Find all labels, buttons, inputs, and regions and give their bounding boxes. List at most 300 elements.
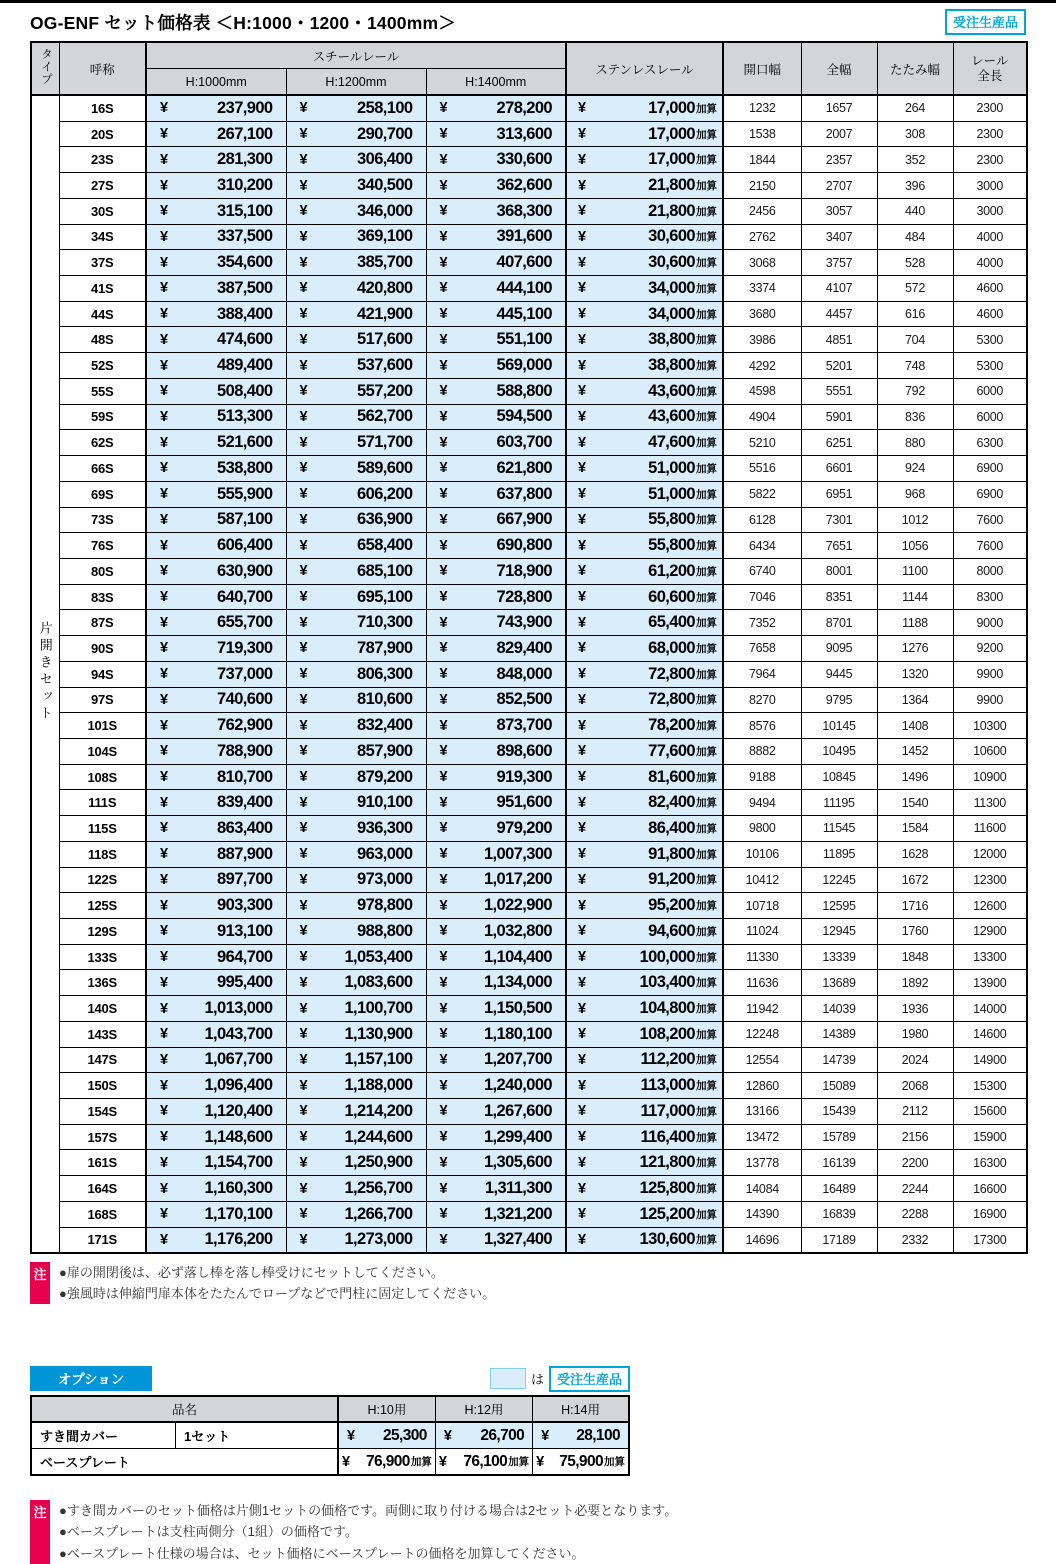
dimension-cell: 14390: [723, 1201, 801, 1227]
price-amount: 1,244,600: [344, 1127, 413, 1146]
dimension-cell: 14696: [723, 1227, 801, 1253]
yen-sign: ¥: [578, 974, 587, 991]
steel-price-cell: [146, 481, 286, 507]
kasan-suffix: 加算: [696, 437, 717, 450]
kasan-suffix: 加算: [696, 951, 717, 964]
price-inner: [147, 793, 286, 812]
price-inner: [287, 1153, 426, 1172]
yen-sign: ¥: [160, 383, 169, 400]
price-table-row: [31, 610, 1027, 636]
steel-price-cell: [426, 121, 566, 147]
price-amount: 1,176,200: [204, 1230, 273, 1249]
price-amount: 1,170,100: [204, 1204, 273, 1223]
kasan-suffix: 加算: [696, 1208, 717, 1221]
yen-sign: ¥: [578, 357, 587, 374]
price-inner: [287, 613, 426, 632]
yen-sign: ¥: [439, 897, 448, 914]
yen-sign: ¥: [536, 1453, 545, 1470]
price-amount: 281,300: [217, 150, 273, 169]
price-amount: 887,900: [217, 844, 273, 863]
yen-sign: ¥: [439, 280, 448, 297]
steel-price-cell: [286, 198, 426, 224]
stainless-price-cell: [566, 250, 723, 276]
steel-price-cell: [286, 584, 426, 610]
price-inner: [147, 999, 286, 1018]
price-amount: 787,900: [357, 638, 413, 657]
price-table-body: [31, 95, 1027, 1253]
header-stainless-rail: ステンレスレール: [566, 42, 723, 95]
dimension-cell: 13689: [801, 970, 877, 996]
price-inner: [567, 896, 722, 915]
steel-price-cell: [286, 1201, 426, 1227]
dimension-cell: 11942: [723, 996, 801, 1022]
price-inner: [147, 253, 286, 272]
dimension-cell: 1320: [877, 661, 953, 687]
price-inner: [147, 742, 286, 761]
price-inner: [287, 1076, 426, 1095]
yen-sign: ¥: [439, 486, 448, 503]
steel-price-cell: [146, 867, 286, 893]
price-inner: [427, 253, 566, 272]
option-price: [533, 1449, 629, 1476]
price-amount: 1,311,300: [484, 1179, 552, 1198]
yen-sign: ¥: [439, 974, 448, 991]
price-inner: [287, 536, 426, 555]
options-table: [30, 1395, 630, 1476]
price-inner: [147, 1102, 286, 1121]
steel-price-cell: [146, 1124, 286, 1150]
yen-sign: ¥: [347, 1427, 356, 1444]
steel-price-cell: [426, 661, 566, 687]
price-amount: 391,600: [496, 227, 552, 246]
yen-sign: ¥: [160, 511, 169, 528]
yen-sign: ¥: [439, 126, 448, 143]
price-amount: 978,800: [357, 896, 413, 915]
price-inner: [147, 1153, 286, 1172]
yen-sign: ¥: [160, 537, 169, 554]
price-table-row: [31, 95, 1027, 121]
note-items: [59, 1262, 495, 1304]
price-table: [30, 41, 1028, 1254]
steel-price-cell: [286, 353, 426, 379]
yen-sign: ¥: [160, 151, 169, 168]
price-amount: 306,400: [357, 150, 413, 169]
dimension-cell: 1496: [877, 764, 953, 790]
price-inner: [567, 227, 722, 246]
dimension-cell: 9000: [953, 610, 1027, 636]
kasan-suffix: 加算: [696, 257, 717, 270]
yen-sign: ¥: [439, 306, 448, 323]
price-amount: 28,100: [576, 1426, 620, 1444]
price-amount: 313,600: [496, 124, 552, 143]
note-item: ●ベースプレート仕様の場合は、セット価格にベースプレートの価格を加算してください。: [59, 1545, 585, 1561]
price-inner: [287, 202, 426, 221]
steel-price-cell: [286, 95, 426, 121]
yen-sign: ¥: [439, 794, 448, 811]
yen-sign: ¥: [299, 846, 308, 863]
dimension-cell: 2150: [723, 173, 801, 199]
dimension-cell: 5201: [801, 353, 877, 379]
dimension-cell: 2024: [877, 1047, 953, 1073]
steel-price-cell: [426, 1150, 566, 1176]
steel-price-cell: [286, 687, 426, 713]
price-amount: 513,300: [217, 407, 273, 426]
kasan-suffix: 加算: [696, 591, 717, 604]
dimension-cell: 264: [877, 95, 953, 121]
dimension-cell: 2357: [801, 147, 877, 173]
price-inner: [147, 588, 286, 607]
model-name-cell: 69S: [59, 481, 146, 507]
yen-sign: ¥: [439, 1231, 448, 1248]
price-amount: 100,000: [639, 947, 695, 966]
price-amount: 421,900: [357, 304, 413, 323]
price-inner: [287, 819, 426, 838]
price-amount: 857,900: [357, 741, 413, 760]
dimension-cell: 1188: [877, 610, 953, 636]
dimension-cell: 2707: [801, 173, 877, 199]
price-amount: 330,600: [496, 150, 552, 169]
price-inner: [147, 1205, 286, 1224]
dimension-cell: 1364: [877, 687, 953, 713]
steel-price-cell: [426, 1227, 566, 1253]
dimension-cell: 7964: [723, 661, 801, 687]
dimension-cell: 12000: [953, 841, 1027, 867]
kasan-suffix: 加算: [696, 874, 717, 887]
price-amount: 508,400: [217, 381, 273, 400]
steel-price-cell: [426, 996, 566, 1022]
dimension-cell: 748: [877, 353, 953, 379]
price-amount: 1,130,900: [344, 1024, 413, 1043]
price-amount: 38,800: [648, 330, 695, 349]
price-amount: 47,600: [648, 433, 695, 452]
yen-sign: ¥: [299, 1206, 308, 1223]
option-price: [533, 1422, 629, 1449]
price-inner: [427, 819, 566, 838]
price-amount: 569,000: [496, 356, 552, 375]
price-inner: [567, 819, 722, 838]
price-amount: 444,100: [496, 278, 552, 297]
dimension-cell: 5516: [723, 456, 801, 482]
price-inner: [567, 99, 722, 118]
stainless-price-cell: [566, 1150, 723, 1176]
yen-sign: ¥: [578, 640, 587, 657]
dimension-cell: 12245: [801, 867, 877, 893]
model-name-cell: 101S: [59, 713, 146, 739]
steel-price-cell: [426, 1073, 566, 1099]
price-amount: 21,800: [648, 176, 695, 195]
price-amount: 1,267,600: [483, 1101, 552, 1120]
price-amount: 34,000: [648, 304, 695, 323]
steel-price-cell: [426, 919, 566, 945]
price-amount: 104,800: [639, 999, 695, 1018]
price-amount: 1,043,700: [204, 1024, 273, 1043]
steel-price-cell: [146, 198, 286, 224]
yen-sign: ¥: [160, 897, 169, 914]
price-table-row: [31, 121, 1027, 147]
price-inner: [427, 870, 566, 889]
steel-price-cell: [286, 636, 426, 662]
price-inner: [287, 253, 426, 272]
stainless-price-cell: [566, 764, 723, 790]
yen-sign: ¥: [578, 1206, 587, 1223]
dimension-cell: 3068: [723, 250, 801, 276]
price-amount: 1,134,000: [483, 973, 552, 992]
header-opening-width: 開口幅: [723, 42, 801, 95]
steel-price-cell: [286, 1227, 426, 1253]
price-inner: [567, 613, 722, 632]
dimension-cell: 6128: [723, 507, 801, 533]
steel-price-cell: [146, 301, 286, 327]
steel-price-cell: [146, 610, 286, 636]
price-inner: [427, 1230, 566, 1249]
dimension-cell: 8300: [953, 584, 1027, 610]
dimension-cell: 14600: [953, 1021, 1027, 1047]
price-inner: [147, 330, 286, 349]
steel-price-cell: [146, 996, 286, 1022]
yen-sign: ¥: [439, 537, 448, 554]
steel-price-cell: [426, 276, 566, 302]
steel-price-cell: [426, 713, 566, 739]
price-amount: 1,150,500: [483, 999, 552, 1018]
price-inner: [147, 227, 286, 246]
price-inner: [147, 382, 286, 401]
price-inner: [567, 922, 722, 941]
price-inner: [287, 1230, 426, 1249]
yen-sign: ¥: [439, 769, 448, 786]
yen-sign: ¥: [160, 1206, 169, 1223]
model-name-cell: 37S: [59, 250, 146, 276]
stainless-price-cell: [566, 147, 723, 173]
price-amount: 810,700: [217, 767, 273, 786]
steel-price-cell: [286, 507, 426, 533]
price-amount: 34,000: [648, 278, 695, 297]
price-amount: 489,400: [217, 356, 273, 375]
price-amount: 1,250,900: [344, 1153, 413, 1172]
price-table-row: [31, 816, 1027, 842]
yen-sign: ¥: [578, 383, 587, 400]
stainless-price-cell: [566, 1047, 723, 1073]
stainless-price-cell: [566, 481, 723, 507]
dimension-cell: 8351: [801, 584, 877, 610]
price-amount: 51,000: [648, 458, 695, 477]
price-amount: 1,299,400: [483, 1127, 552, 1146]
yen-sign: ¥: [578, 949, 587, 966]
model-name-cell: 59S: [59, 404, 146, 430]
dimension-cell: 2288: [877, 1201, 953, 1227]
price-table-row: [31, 301, 1027, 327]
steel-price-cell: [286, 121, 426, 147]
yen-sign: ¥: [439, 614, 448, 631]
yen-sign: ¥: [578, 1077, 587, 1094]
steel-price-cell: [426, 1021, 566, 1047]
price-inner: [427, 948, 566, 967]
model-name-cell: 115S: [59, 816, 146, 842]
yen-sign: ¥: [299, 589, 308, 606]
price-amount: 988,800: [357, 921, 413, 940]
price-inner: [287, 407, 426, 426]
price-inner: [147, 562, 286, 581]
steel-price-cell: [426, 533, 566, 559]
dimension-cell: 13166: [723, 1099, 801, 1125]
dimension-cell: 4851: [801, 327, 877, 353]
price-amount: 81,600: [648, 767, 695, 786]
yen-sign: ¥: [160, 846, 169, 863]
steel-price-cell: [146, 404, 286, 430]
yen-sign: ¥: [578, 1231, 587, 1248]
steel-price-cell: [286, 738, 426, 764]
yen-sign: ¥: [160, 1180, 169, 1197]
price-inner: [147, 99, 286, 118]
price-amount: 594,500: [496, 407, 552, 426]
yen-sign: ¥: [160, 769, 169, 786]
kasan-suffix: 加算: [696, 720, 717, 733]
stainless-price-cell: [566, 661, 723, 687]
yen-sign: ¥: [439, 1077, 448, 1094]
yen-sign: ¥: [578, 511, 587, 528]
price-inner: [567, 176, 722, 195]
price-inner: [147, 1050, 286, 1069]
price-amount: 1,096,400: [204, 1076, 273, 1095]
price-amount: 43,600: [648, 407, 695, 426]
steel-price-cell: [146, 173, 286, 199]
yen-sign: ¥: [160, 100, 169, 117]
price-inner: [287, 150, 426, 169]
yen-sign: ¥: [299, 460, 308, 477]
price-inner: [427, 690, 566, 709]
yen-sign: ¥: [578, 846, 587, 863]
yen-sign: ¥: [160, 974, 169, 991]
dimension-cell: 3757: [801, 250, 877, 276]
made-to-order-badge: 受注生産品: [945, 9, 1026, 35]
dimension-cell: 11024: [723, 919, 801, 945]
kasan-suffix: 加算: [696, 848, 717, 861]
dimension-cell: 15089: [801, 1073, 877, 1099]
stainless-price-cell: [566, 919, 723, 945]
price-inner: [147, 202, 286, 221]
dimension-cell: 11545: [801, 816, 877, 842]
yen-sign: ¥: [578, 897, 587, 914]
dimension-cell: 13339: [801, 944, 877, 970]
price-inner: [567, 356, 722, 375]
yen-sign: ¥: [160, 1231, 169, 1248]
steel-price-cell: [426, 95, 566, 121]
price-inner: [287, 973, 426, 992]
steel-price-cell: [426, 841, 566, 867]
yen-sign: ¥: [299, 820, 308, 837]
yen-sign: ¥: [439, 589, 448, 606]
price-amount: 1,321,200: [483, 1204, 552, 1223]
steel-price-cell: [286, 867, 426, 893]
yen-sign: ¥: [439, 717, 448, 734]
yen-sign: ¥: [160, 563, 169, 580]
model-name-cell: 154S: [59, 1099, 146, 1125]
dimension-cell: 1844: [723, 147, 801, 173]
price-amount: 852,500: [496, 690, 552, 709]
dimension-cell: 6434: [723, 533, 801, 559]
stainless-price-cell: [566, 327, 723, 353]
yen-sign: ¥: [299, 614, 308, 631]
yen-sign: ¥: [439, 408, 448, 425]
steel-price-cell: [426, 790, 566, 816]
stainless-price-cell: [566, 687, 723, 713]
dimension-cell: 4600: [953, 276, 1027, 302]
steel-price-cell: [426, 353, 566, 379]
price-amount: 65,400: [648, 613, 695, 632]
kasan-suffix: 加算: [696, 1028, 717, 1041]
model-name-cell: 104S: [59, 738, 146, 764]
model-name-cell: 83S: [59, 584, 146, 610]
price-amount: 103,400: [639, 973, 695, 992]
dimension-cell: 4000: [953, 224, 1027, 250]
steel-price-cell: [146, 713, 286, 739]
price-table-row: [31, 147, 1027, 173]
yen-sign: ¥: [578, 743, 587, 760]
price-amount: 897,700: [217, 870, 273, 889]
price-inner: [287, 639, 426, 658]
price-amount: 1,083,600: [344, 973, 413, 992]
steel-price-cell: [426, 378, 566, 404]
dimension-cell: 616: [877, 301, 953, 327]
dimension-cell: 16900: [953, 1201, 1027, 1227]
yen-sign: ¥: [439, 820, 448, 837]
price-amount: 973,000: [357, 870, 413, 889]
dimension-cell: 1452: [877, 738, 953, 764]
header-h1400: H:1400mm: [426, 69, 566, 96]
steel-price-cell: [286, 327, 426, 353]
price-amount: 1,154,700: [204, 1153, 273, 1172]
dimension-cell: 2762: [723, 224, 801, 250]
price-inner: [567, 510, 722, 529]
dimension-cell: 6740: [723, 558, 801, 584]
yen-sign: ¥: [160, 1154, 169, 1171]
options-section: [30, 1367, 1026, 1476]
yen-sign: ¥: [299, 177, 308, 194]
steel-price-cell: [146, 507, 286, 533]
dimension-cell: 17300: [953, 1227, 1027, 1253]
yen-sign: ¥: [299, 974, 308, 991]
price-inner: [567, 690, 722, 709]
price-inner: [427, 356, 566, 375]
price-amount: 589,600: [357, 458, 413, 477]
price-amount: 743,900: [496, 613, 552, 632]
price-amount: 420,800: [357, 278, 413, 297]
price-inner: [287, 1128, 426, 1147]
price-inner: [147, 896, 286, 915]
yen-sign: ¥: [439, 1000, 448, 1017]
yen-sign: ¥: [578, 923, 587, 940]
dimension-cell: 6601: [801, 456, 877, 482]
price-amount: 267,100: [217, 124, 273, 143]
price-inner: [427, 382, 566, 401]
yen-sign: ¥: [439, 357, 448, 374]
steel-price-cell: [286, 1150, 426, 1176]
price-amount: 369,100: [357, 227, 413, 246]
price-amount: 78,200: [648, 716, 695, 735]
price-inner: [287, 433, 426, 452]
kasan-suffix: 加算: [696, 282, 717, 295]
kasan-suffix: 加算: [696, 1105, 717, 1118]
dimension-cell: 7600: [953, 507, 1027, 533]
yen-sign: ¥: [160, 691, 169, 708]
price-inner: [287, 1102, 426, 1121]
header-name: 呼称: [59, 42, 146, 95]
price-amount: 116,400: [640, 1127, 695, 1146]
steel-price-cell: [286, 430, 426, 456]
price-amount: 603,700: [496, 433, 552, 452]
dimension-cell: 8001: [801, 558, 877, 584]
price-table-row: [31, 636, 1027, 662]
price-amount: 630,900: [217, 561, 273, 580]
